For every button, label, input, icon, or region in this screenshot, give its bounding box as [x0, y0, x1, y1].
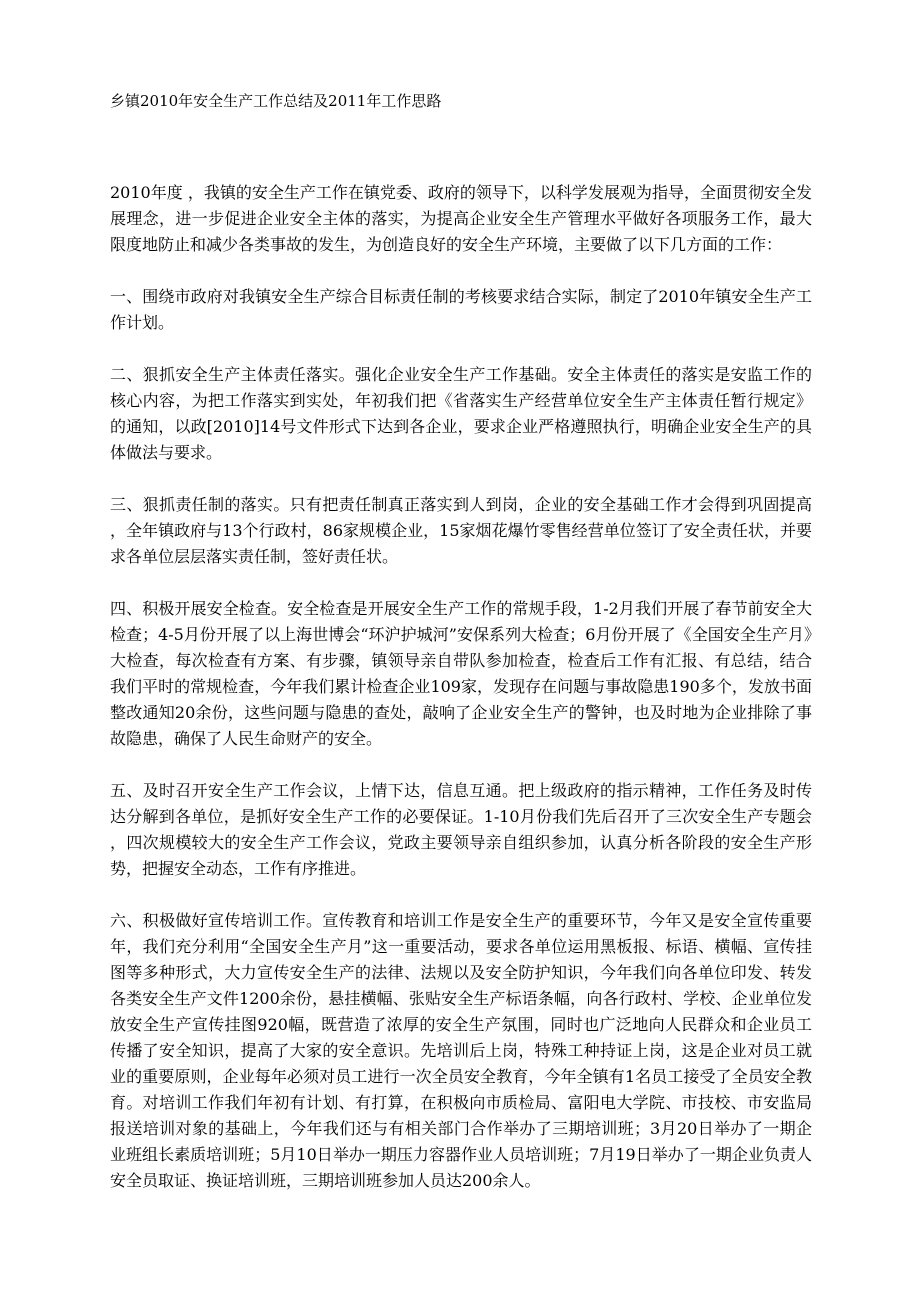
document-body: [110, 180, 812, 1194]
document-title: 乡镇2010年安全生产工作总结及2011年工作思路: [110, 92, 442, 110]
paragraph-section-5: 五、及时召开安全生产工作会议，上情下达，信息互通。把上级政府的指示精神，工作任务及时传达分解到各单位，是抓好安全生产工作的必要保证。1-10月份我们先后召开了三次安全生产专题会，四次规模较大的安全生产工作会议，党政主要领导亲自组织参加，认真分析各阶段的安全生产形势，把握安全动态，工作有序推进。: [110, 781, 812, 878]
paragraph-section-2: 二、狠抓安全生产主体责任落实。强化企业安全生产工作基础。安全主体责任的落实是安监工作的核心内容，为把工作落实到实处，年初我们把《省落实生产经营单位安全生产主体责任暂行规定》的通知，以政[2010]14号文件形式下达到各企业，要求企业严格遵照执行，明确企业安全生产的具体做法与要求。: [110, 365, 812, 462]
document-page: [110, 88, 812, 1220]
paragraph-section-3: 三、狠抓责任制的落实。只有把责任制真正落实到人到岗，企业的安全基础工作才会得到巩固提高，全年镇政府与13个行政村，86家规模企业，15家烟花爆竹零售经营单位签订了安全责任状，并要求各单位层层落实责任制，签好责任状。: [110, 495, 812, 566]
paragraph-intro: 2010年度 ，我镇的安全生产工作在镇党委、政府的领导下，以科学发展观为指导，全面贯彻安全发展理念，进一步促进企业安全主体的落实，为提高企业安全生产管理水平做好各项服务工作，最大限度地防止和减少各类事故的发生，为创造良好的安全生产环境，主要做了以下几方面的工作：: [110, 183, 812, 254]
paragraph-section-6: 六、积极做好宣传培训工作。宣传教育和培训工作是安全生产的重要环节，今年又是安全宣传重要年，我们充分利用“全国安全生产月”这一重要活动，要求各单位运用黑板报、标语、横幅、宣传挂图等多种形式，大力宣传安全生产的法律、法规以及安全防护知识，今年我们向各单位印发、转发各类安全生产文件1200余份，悬挂横幅、张贴安全生产标语条幅，向各行政村、学校、企业单位发放安全生产宣传挂图920幅，既营造了浓厚的安全生产氛围，同时也广泛地向人民群众和企业员工传播了安全知识，提高了大家的安全意识。先培训后上岗，特殊工种持证上岗，这是企业对员工就业的重要原则，企业每年必须对员工进行一次全员安全教育，今年全镇有1名员工接受了全员安全教育。对培训工作我们年初有计划、有打算，在积极向市质检局、富阳电大学院、市技校、市安监局报送培训对象的基础上，今年我们还与有相关部门合作举办了三期培训班；3月20日举办了一期企业班组长素质培训班；5月10日举办一期压力容器作业人员培训班；7月19日举办了一期企业负责人安全员取证、换证培训班，三期培训班参加人员达200余人。: [110, 911, 812, 1190]
paragraph-section-1: 一、围绕市政府对我镇安全生产综合目标责任制的考核要求结合实际，制定了2010年镇安全生产工作计划。: [110, 287, 812, 332]
paragraph-section-4: 四、积极开展安全检查。安全检查是开展安全生产工作的常规手段，1-2月我们开展了春节前安全大检查；4-5月份开展了以上海世博会“环沪护城河”安保系列大检查；6月份开展了《全国安全生产月》大检查，每次检查有方案、有步骤，镇领导亲自带队参加检查，检查后工作有汇报、有总结，结合我们平时的常规检查，今年我们累计检查企业109家，发现存在问题与事故隐患190多个，发放书面整改通知20余份，这些问题与隐患的查处，敲响了企业安全生产的警钟，也及时地为企业排除了事故隐患，确保了人民生命财产的安全。: [110, 599, 812, 748]
